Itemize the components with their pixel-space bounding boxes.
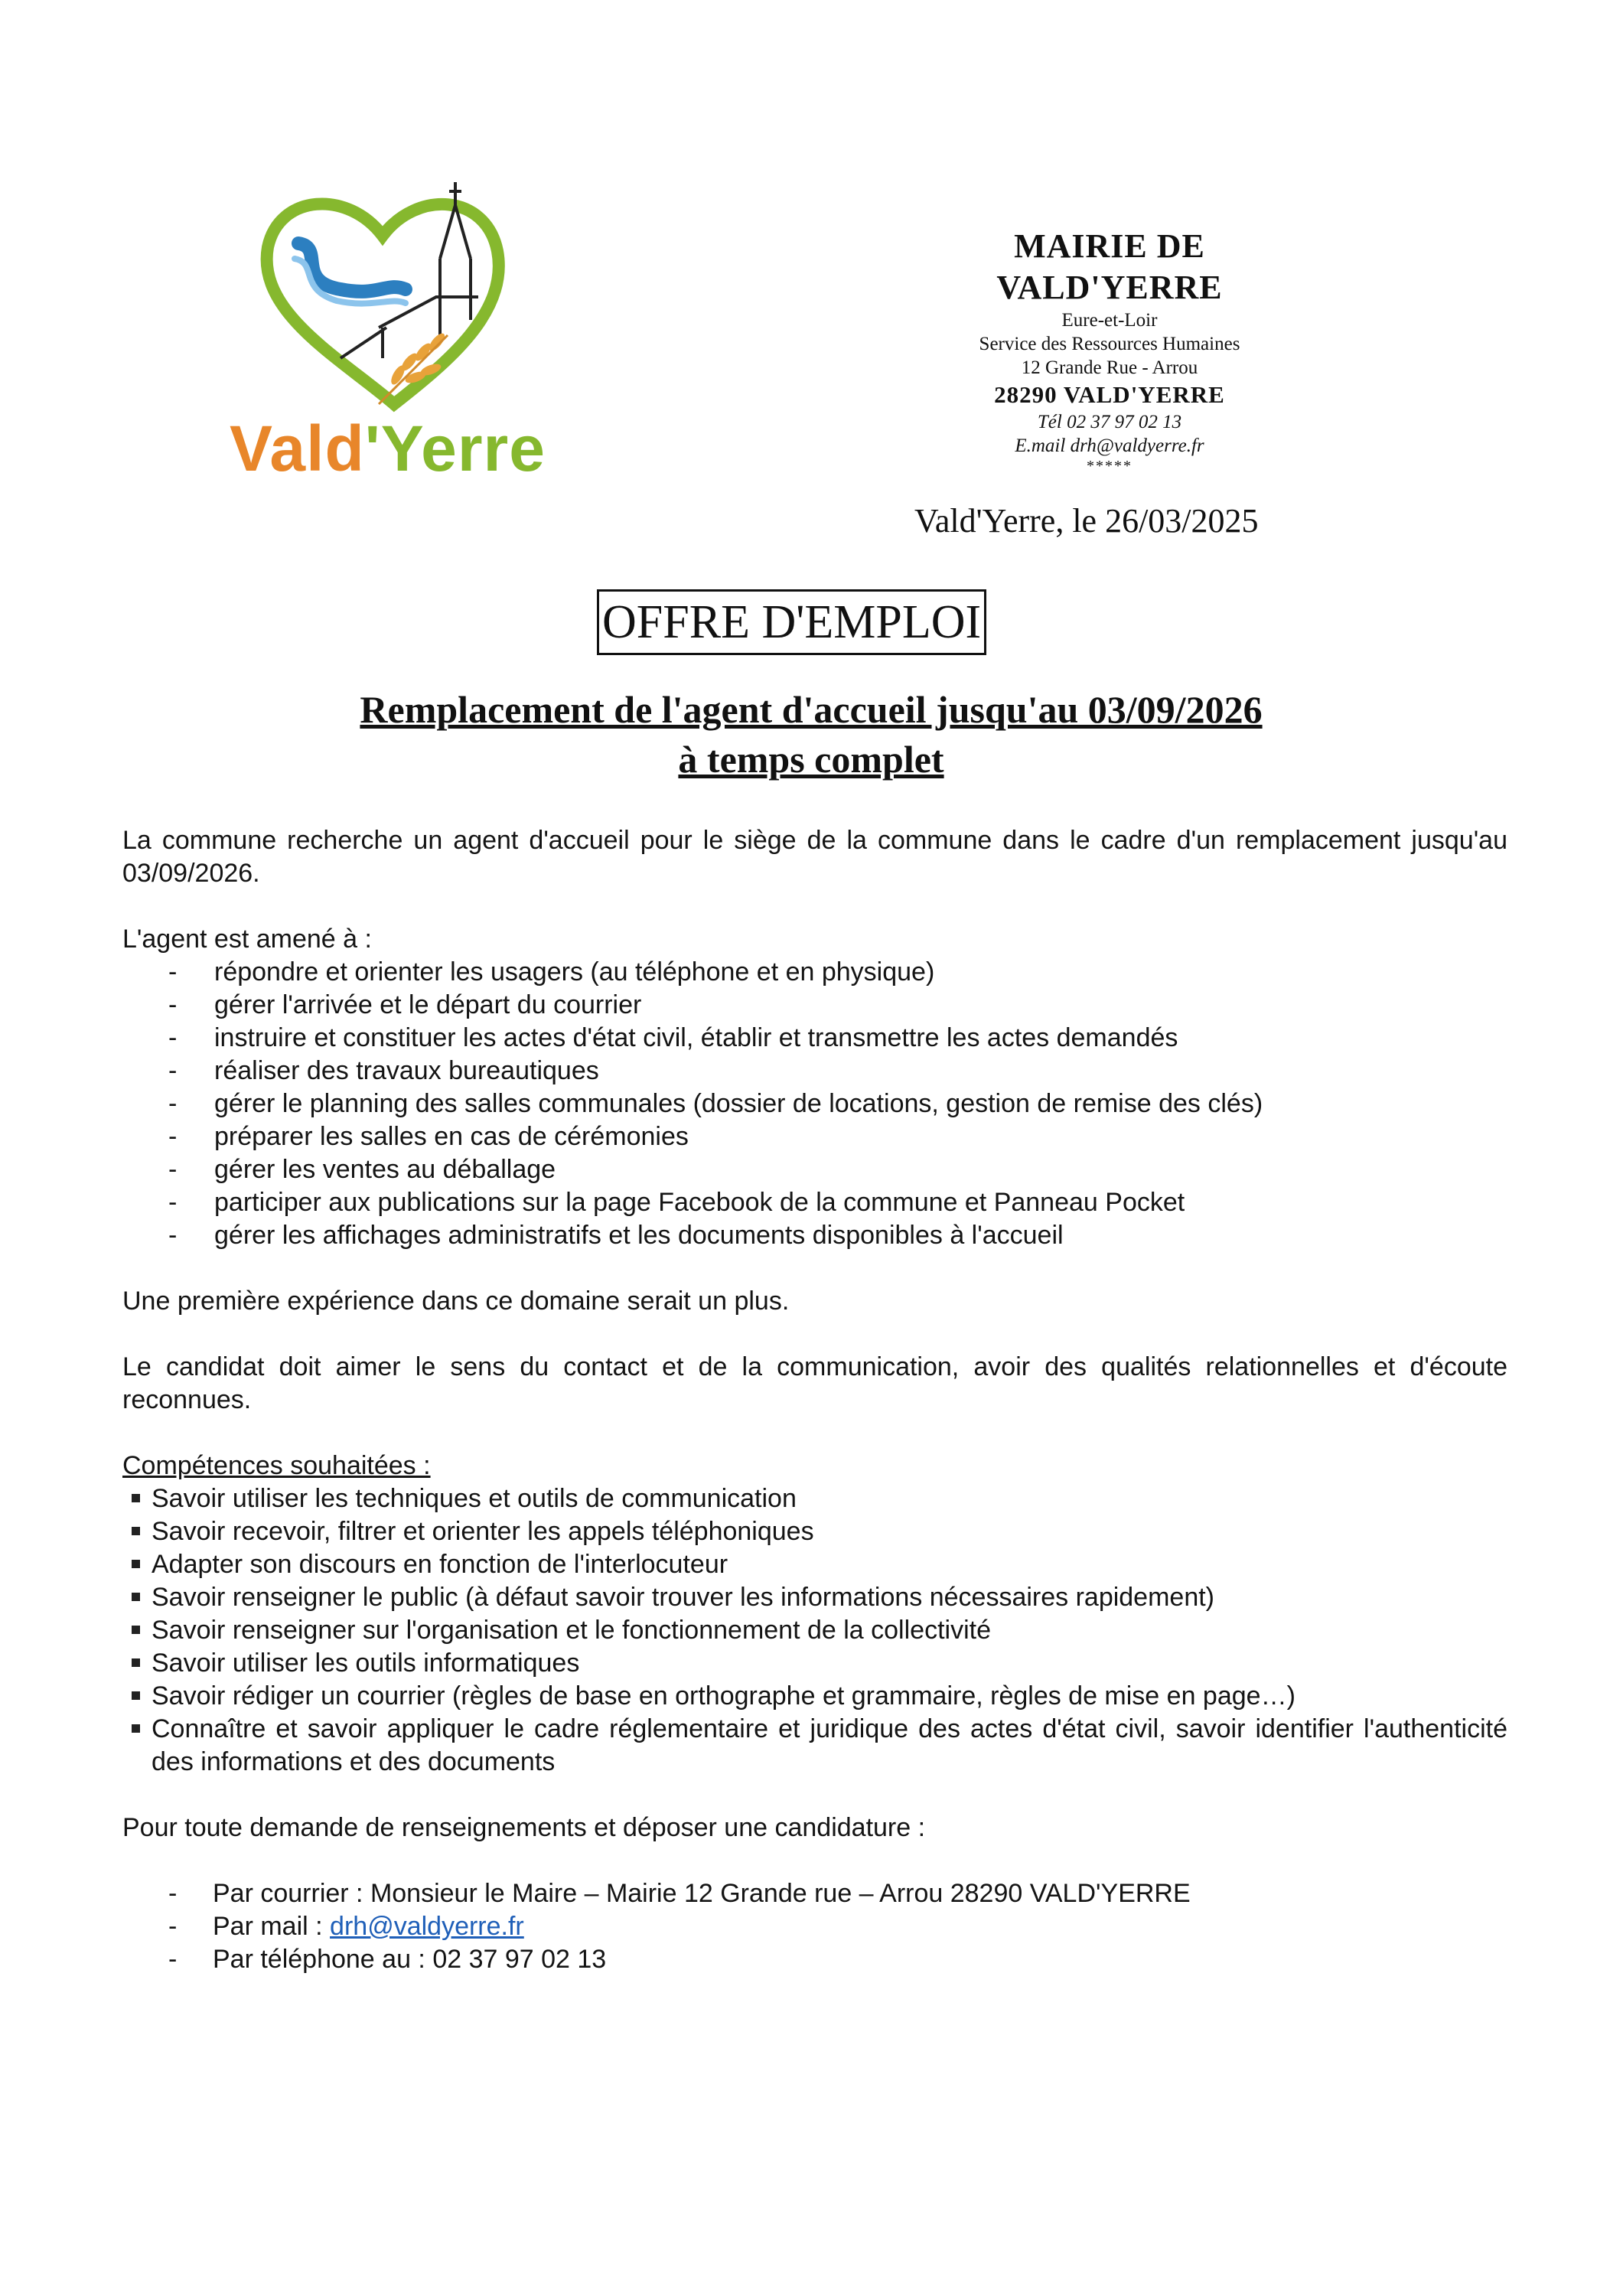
letterhead-tel: Tél 02 37 97 02 13 bbox=[1037, 412, 1182, 432]
list-item: Savoir renseigner sur l'organisation et le fonctionnement de la collectivité bbox=[122, 1614, 1507, 1647]
profile-paragraph: Le candidat doit aimer le sens du contact et de la communication, avoir des qualités relationnelles et d'écoute reconnues. bbox=[122, 1352, 1507, 1414]
list-item: Savoir recevoir, filtrer et orienter les appels téléphoniques bbox=[122, 1515, 1507, 1548]
letterhead-email: E.mail drh@valdyerre.fr bbox=[1015, 435, 1204, 456]
contact-phone-item: - Par téléphone au : 02 37 97 02 13 bbox=[168, 1945, 607, 1974]
skills-list bbox=[122, 1482, 1507, 1779]
list-item: - participer aux publications sur la page Facebook de la commune et Panneau Pocket bbox=[168, 1188, 1185, 1217]
letterhead-line: Service des Ressources Humaines bbox=[979, 334, 1240, 354]
list-item: Adapter son discours en fonction de l'interlocuteur bbox=[122, 1548, 1507, 1581]
list-item: - instruire et constituer les actes d'état civil, établir et transmettre les actes demandés bbox=[168, 1023, 1178, 1052]
email-link[interactable]: drh@valdyerre.fr bbox=[330, 1912, 524, 1941]
list-item: Connaître et savoir appliquer le cadre réglementaire et juridique des actes d'état civil, savoir identifier l'authenticité des informations et des documents bbox=[122, 1713, 1507, 1779]
subtitle-line-1: Remplacement de l'agent d'accueil jusqu'au 03/09/2026 bbox=[360, 688, 1263, 731]
letterhead-city: 28290 VALD'YERRE bbox=[994, 381, 1225, 408]
list-item: Savoir renseigner le public (à défaut savoir trouver les informations nécessaires rapidement) bbox=[122, 1581, 1507, 1614]
letterhead-line: Eure-et-Loir bbox=[1061, 310, 1158, 331]
list-item: - gérer le planning des salles communales (dossier de locations, gestion de remise des clés) bbox=[168, 1089, 1263, 1118]
date-line: Vald'Yerre, le 26/03/2025 bbox=[914, 502, 1259, 540]
contact-list bbox=[122, 1877, 1507, 1976]
letterhead-title: MAIRIE DE VALD'YERRE bbox=[996, 227, 1223, 306]
list-item: - réaliser des travaux bureautiques bbox=[168, 1056, 599, 1085]
document-body bbox=[122, 824, 1507, 1976]
job-subtitle bbox=[199, 685, 1423, 784]
offer-title: OFFRE D'EMPLOI bbox=[597, 589, 986, 655]
logo-wordmark bbox=[230, 412, 559, 486]
contact-email-item: - Par mail : drh@valdyerre.fr bbox=[168, 1912, 524, 1941]
letterhead-stars: ***** bbox=[1087, 458, 1133, 475]
letterhead-line: 12 Grande Rue - Arrou bbox=[1021, 357, 1198, 378]
contact-heading: Pour toute demande de renseignements et déposer une candidature : bbox=[122, 1813, 926, 1842]
list-item: - gérer l'arrivée et le départ du courrier bbox=[168, 990, 642, 1019]
duties-list bbox=[122, 956, 1507, 1252]
experience-paragraph: Une première expérience dans ce domaine serait un plus. bbox=[122, 1287, 790, 1316]
list-item: Savoir rédiger un courrier (règles de base en orthographe et grammaire, règles de mise en page…) bbox=[122, 1680, 1507, 1713]
logo-word-part1: Vald bbox=[230, 413, 365, 484]
list-item: Savoir utiliser les outils informatiques bbox=[122, 1647, 1507, 1680]
list-item: - gérer les affichages administratifs et les documents disponibles à l'accueil bbox=[168, 1221, 1064, 1250]
intro-paragraph: La commune recherche un agent d'accueil pour le siège de la commune dans le cadre d'un remplacement jusqu'au 03/09/2026. bbox=[122, 826, 1507, 888]
letterhead bbox=[903, 226, 1316, 475]
list-item: Savoir utiliser les techniques et outils de communication bbox=[122, 1482, 1507, 1515]
list-item: - gérer les ventes au déballage bbox=[168, 1155, 556, 1184]
duties-heading: L'agent est amené à : bbox=[122, 925, 372, 954]
contact-mail-item: - Par courrier : Monsieur le Maire – Mairie 12 Grande rue – Arrou 28290 VALD'YERRE bbox=[168, 1879, 1191, 1908]
list-item: - répondre et orienter les usagers (au téléphone et en physique) bbox=[168, 957, 935, 987]
subtitle-line-2: à temps complet bbox=[678, 738, 944, 781]
skills-heading: Compétences souhaitées : bbox=[122, 1451, 431, 1480]
list-item: - préparer les salles en cas de cérémonies bbox=[168, 1122, 689, 1151]
logo-word-part2: 'Yerre bbox=[364, 413, 546, 484]
